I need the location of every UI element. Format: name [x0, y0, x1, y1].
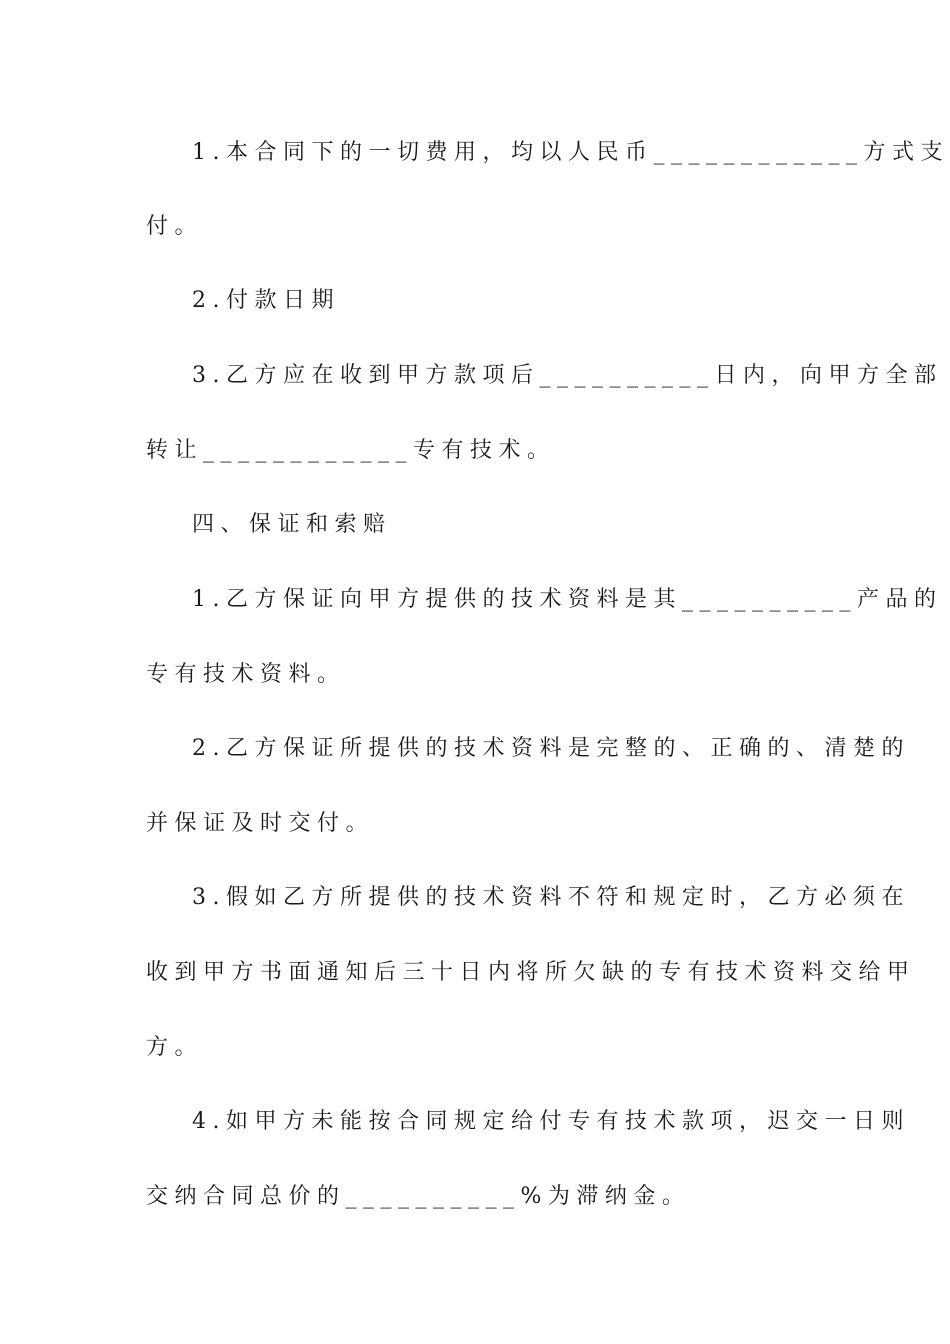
warranty-2-line2: 并保证及时交付。 — [146, 811, 375, 836]
clause-payment-date: 2.付款日期 — [192, 288, 340, 313]
warranty-1-line1: 1.乙方保证向甲方提供的技术资料是其__________产品的 — [192, 587, 943, 612]
clause-payment-currency-line1: 1.本合同下的一切费用，均以人民币____________方式支 — [192, 140, 949, 165]
clause-transfer-line1: 3.乙方应在收到甲方款项后__________日内，向甲方全部 — [192, 363, 943, 388]
warranty-3-line1: 3.假如乙方所提供的技术资料不符和规定时，乙方必须在 — [192, 885, 910, 910]
clause-payment-currency-line2: 付。 — [146, 214, 204, 239]
warranty-4-line1: 4.如甲方未能按合同规定给付专有技术款项，迟交一日则 — [192, 1109, 910, 1134]
warranty-2-line1: 2.乙方保证所提供的技术资料是完整的、正确的、清楚的 — [192, 736, 910, 761]
clause-transfer-line2: 转让____________专有技术。 — [146, 438, 556, 463]
warranty-1-line2: 专有技术资料。 — [146, 662, 346, 687]
warranty-3-line3: 方。 — [146, 1035, 204, 1060]
section-heading-warranty: 四、保证和索赔 — [192, 512, 392, 537]
warranty-3-line2: 收到甲方书面通知后三十日内将所欠缺的专有技术资料交给甲 — [146, 960, 916, 985]
warranty-4-line2: 交纳合同总价的__________%为滞纳金。 — [146, 1184, 691, 1209]
